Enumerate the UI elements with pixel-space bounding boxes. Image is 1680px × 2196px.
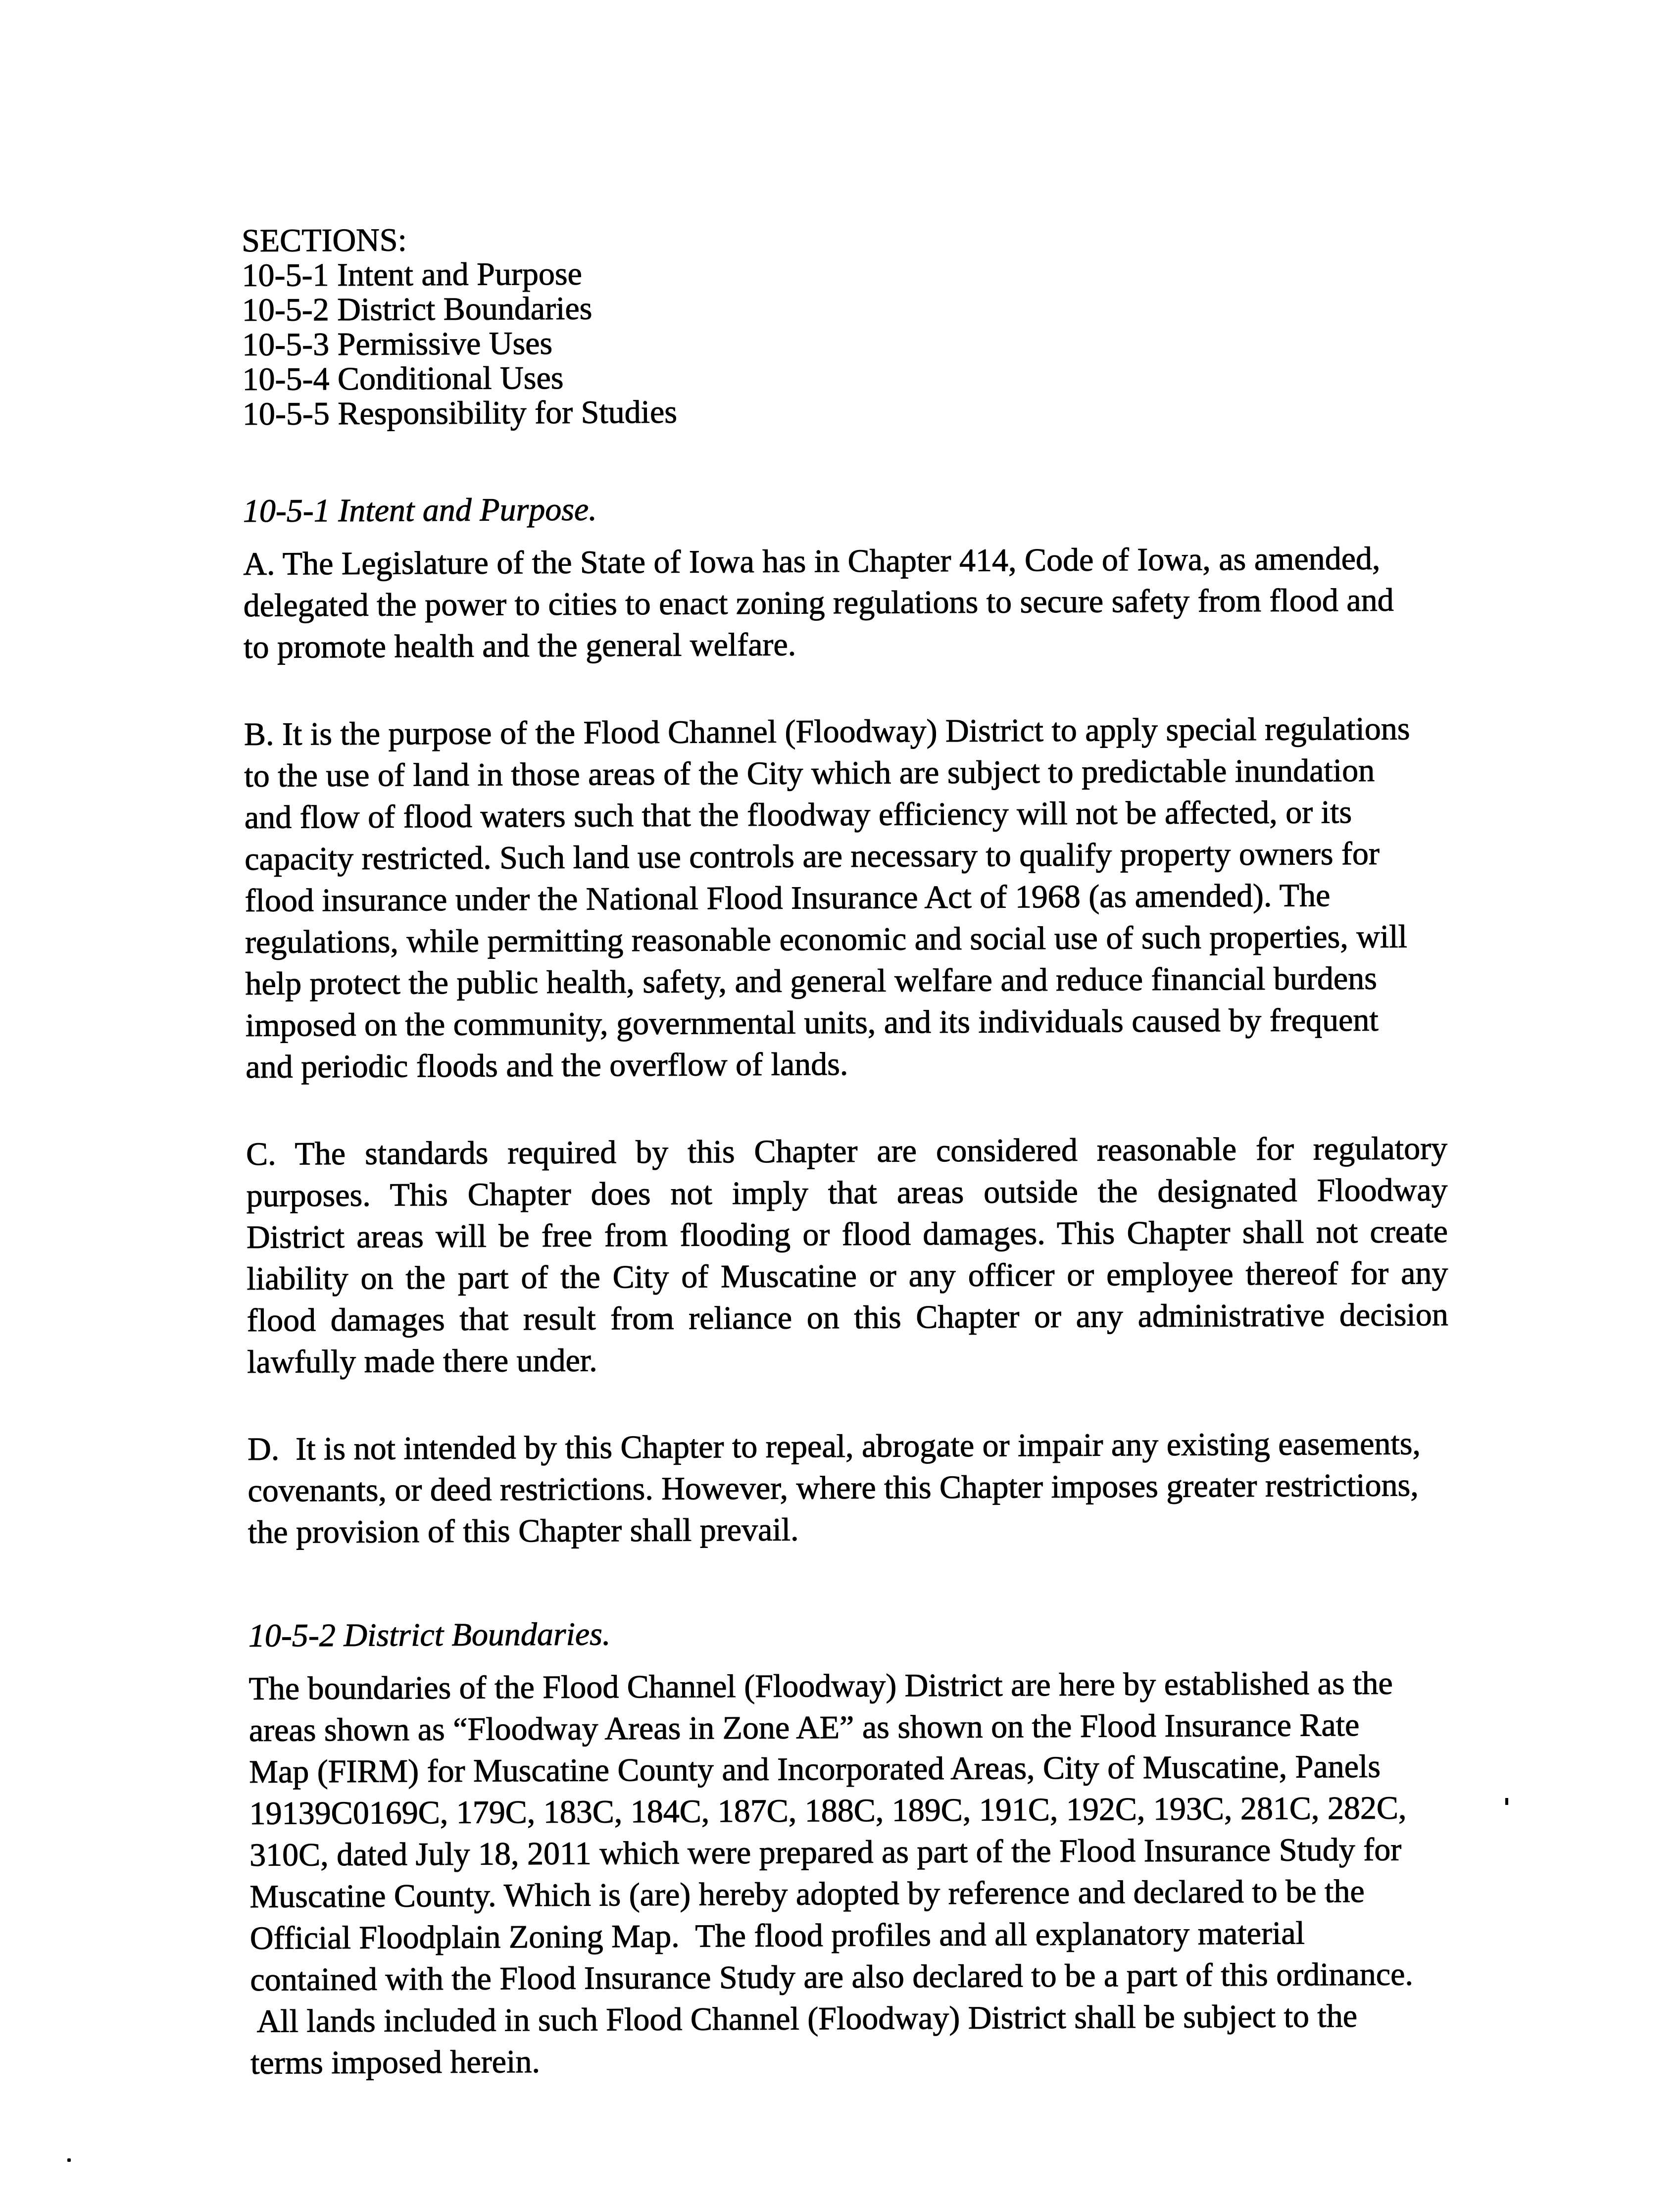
toc-list — [242, 252, 1444, 432]
paragraph-c-line: District areas will be free from flooding or flood damages. This Chapter shall not create — [246, 1213, 1448, 1255]
paragraph-c-line: C. The standards required by this Chapter are considered reasonable for regulatory — [246, 1130, 1448, 1172]
scan-tilt-layer — [242, 218, 1452, 2084]
paragraph-c — [246, 1128, 1448, 1383]
paragraph-b: B. It is the purpose of the Flood Channel (Floodway) District to apply special regulations to the use of land in those areas of the City which are subject to predictable inundation and flow of flood waters such that the floodway efficiency will not be affected, or its capacity restricted. Such land use controls are necessary to qualify property owners for flood insurance under the National Flood Insurance Act of 1968 (as amended). The regulations, while permitting reasonable economic and social use of such properties, will help protect the public health, safety, and general welfare and reduce financial burdens imposed on the community, governmental units, and its individuals caused by frequent and periodic floods and the overflow of lands. — [244, 710, 1410, 1085]
toc-item-10-5-4: 10-5-4 Conditional Uses — [242, 359, 564, 398]
toc-item-10-5-2: 10-5-2 District Boundaries — [242, 290, 593, 328]
toc-item-10-5-1: 10-5-1 Intent and Purpose — [242, 255, 583, 294]
paragraph-a: A. The Legislature of the State of Iowa has in Chapter 414, Code of Iowa, as amended, delegated the power to cities to enact zoning regulations to secure safety from flood and to promote health and the general welfare. — [243, 540, 1394, 665]
paragraph-c-line: liability on the part of the City of Muscatine or any officer or employee thereof for any — [247, 1255, 1448, 1297]
scan-artifact-dot — [67, 2158, 71, 2162]
section-10-5-1-heading: 10-5-1 Intent and Purpose. — [243, 491, 597, 529]
scan-artifact-tick — [1505, 1798, 1508, 1805]
paragraph-c-line: lawfully made there under. — [247, 1342, 597, 1380]
sections-heading: SECTIONS: — [241, 222, 407, 259]
paragraph-d: D. It is not intended by this Chapter to repeal, abrogate or impair any existing easements, covenants, or deed restrictions. However, where this Chapter imposes greater restrictions, the provision of this Chapter shall prevail. — [247, 1425, 1421, 1550]
toc-item-10-5-5: 10-5-5 Responsibility for Studies — [242, 394, 678, 432]
section-10-5-2-heading: 10-5-2 District Boundaries. — [248, 1616, 611, 1654]
toc-item-10-5-3: 10-5-3 Permissive Uses — [242, 325, 553, 363]
paragraph-c-line: purposes. This Chapter does not imply that areas outside the designated Floodway — [246, 1172, 1448, 1214]
section-10-5-2-body: The boundaries of the Flood Channel (Floodway) District are here by established as the areas shown as “Floodway Areas in Zone AE” as shown on the Flood Insurance Rate Map (FIRM) for Muscatine County and Incorporated Areas, City of Muscatine, Panels 19139C0169C, 179C, 183C, 184C, 187C, 188C, 189C, 191C, 192C, 193C, 281C, 282C, 310C, dated July 18, 2011 which were prepared as part of the Flood Insurance Study for Muscatine County. Which is (are) hereby adopted by reference and declared to be the Official Floodplain Zoning Map. The flood profiles and all explanatory material contained with the Flood Insurance Study are also declared to be a part of this ordinance. All lands included in such Flood Channel (Floodway) District shall be subject to the terms imposed herein. — [248, 1665, 1414, 2081]
paragraph-c-line: flood damages that result from reliance on this Chapter or any administrative decision — [247, 1297, 1448, 1339]
